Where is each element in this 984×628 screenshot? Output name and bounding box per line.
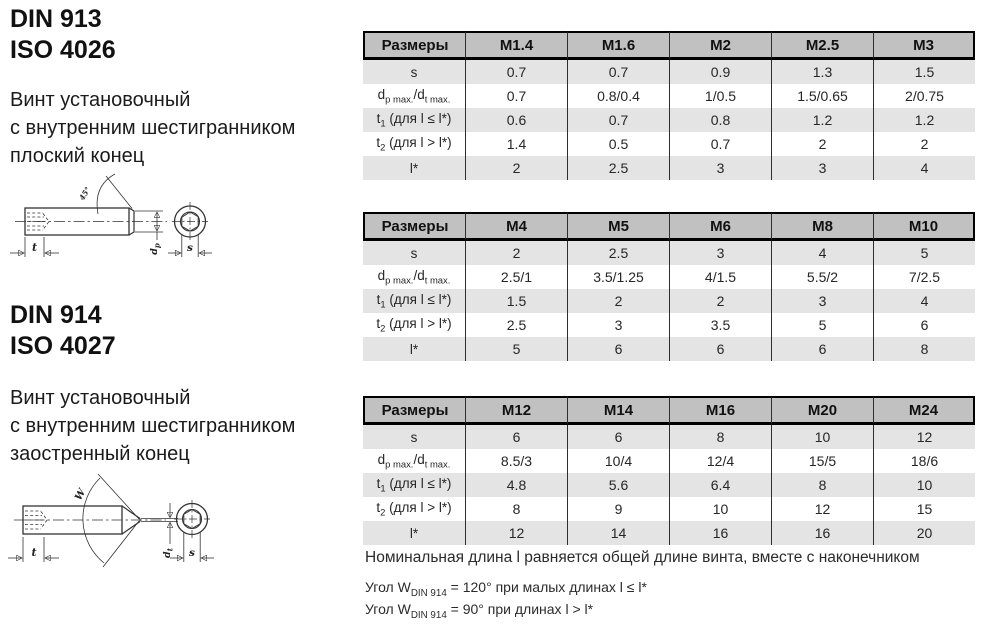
- value-cell: 8.5/3: [465, 449, 567, 473]
- sizes-label-header: Размеры: [363, 212, 465, 241]
- size-column-header: M14: [567, 396, 669, 425]
- din913-technical-drawing: [0, 163, 250, 270]
- value-cell: 5.5/2: [771, 265, 873, 289]
- value-cell: 12: [771, 497, 873, 521]
- value-cell: 1.2: [873, 108, 975, 132]
- table-row: [363, 497, 975, 521]
- value-cell: 18/6: [873, 449, 975, 473]
- table-row: [363, 241, 975, 265]
- size-column-header: M5: [567, 212, 669, 241]
- value-cell: 14: [567, 521, 669, 545]
- dimension-t: [8, 537, 59, 562]
- row-label-cell: $t_1$ (для l ≤ l*): [363, 108, 465, 132]
- standard-heading-din914: [10, 300, 116, 362]
- value-cell: 5: [873, 241, 975, 265]
- value-cell: 2.5: [567, 156, 669, 180]
- value-cell: 10: [669, 497, 771, 521]
- value-cell: 6: [771, 337, 873, 361]
- table-row: [363, 60, 975, 84]
- size-column-header: M1.4: [465, 31, 567, 60]
- row-label-cell: $t_2$ (для l > l*): [363, 497, 465, 521]
- size-column-header: M2: [669, 31, 771, 60]
- point-angle-callout: [73, 474, 139, 567]
- din914-technical-drawing: [0, 466, 250, 576]
- value-cell: 4: [771, 241, 873, 265]
- value-cell: 2: [567, 289, 669, 313]
- sizes-label-header: Размеры: [363, 31, 465, 60]
- dimension-label-s: s: [189, 547, 195, 559]
- size-column-header: M2.5: [771, 31, 873, 60]
- dimension-label-dt: $d_t$: [162, 548, 175, 558]
- table-row: [363, 265, 975, 289]
- value-cell: 0.5: [567, 132, 669, 156]
- value-cell: 3: [669, 241, 771, 265]
- chamfer-angle-label: 45°: [77, 185, 93, 203]
- value-cell: 0.6: [465, 108, 567, 132]
- value-cell: 4: [873, 156, 975, 180]
- size-table-m12-m24: [363, 396, 975, 545]
- value-cell: 10: [771, 425, 873, 449]
- point-angle-label: W: [73, 487, 89, 503]
- value-cell: 8: [771, 473, 873, 497]
- value-cell: 6: [567, 425, 669, 449]
- value-cell: 1.4: [465, 132, 567, 156]
- size-column-header: M8: [771, 212, 873, 241]
- table-row: [363, 425, 975, 449]
- value-cell: 0.8/0.4: [567, 84, 669, 108]
- value-cell: 5: [771, 313, 873, 337]
- iso-number: ISO 4027: [10, 332, 116, 360]
- value-cell: 2/0.75: [873, 84, 975, 108]
- value-cell: 3: [771, 289, 873, 313]
- size-column-header: M24: [873, 396, 975, 425]
- dimension-t: [10, 237, 59, 257]
- row-label-cell: $t_2$ (для l > l*): [363, 132, 465, 156]
- value-cell: 3: [567, 313, 669, 337]
- value-cell: 8: [465, 497, 567, 521]
- value-cell: 5: [465, 337, 567, 361]
- value-cell: 4.8: [465, 473, 567, 497]
- value-cell: 2: [465, 156, 567, 180]
- table-row: [363, 473, 975, 497]
- end-view: [172, 202, 208, 241]
- table-row: [363, 108, 975, 132]
- value-cell: 2.5/1: [465, 265, 567, 289]
- value-cell: 2.5: [465, 313, 567, 337]
- iso-number: ISO 4026: [10, 36, 116, 64]
- size-table-m1.4-m3: [363, 31, 975, 180]
- value-cell: 3: [669, 156, 771, 180]
- row-label-cell: s: [363, 425, 465, 449]
- description-din913: [10, 86, 295, 170]
- value-cell: 2: [771, 132, 873, 156]
- table-header-row: [363, 396, 975, 425]
- description-din914: [10, 384, 295, 468]
- description-line: с внутренним шестигранником: [10, 415, 296, 437]
- note-angle-90: Угол $W_{DIN 914} = 90^\circ$ при длинах l > l*: [365, 601, 594, 621]
- value-cell: 12: [873, 425, 975, 449]
- value-cell: 15: [873, 497, 975, 521]
- size-column-header: M4: [465, 212, 567, 241]
- value-cell: 20: [873, 521, 975, 545]
- row-label-cell: $d_{p max.}/d_{t max.}$: [363, 449, 465, 473]
- value-cell: 3: [771, 156, 873, 180]
- value-cell: 8: [669, 425, 771, 449]
- description-line: с внутренним шестигранником: [10, 117, 296, 139]
- value-cell: 6: [669, 337, 771, 361]
- value-cell: 9: [567, 497, 669, 521]
- note-angle-120: Угол $W_{DIN 914} = 120^\circ$ при малых длинах l ≤ l*: [365, 579, 647, 599]
- description-line: плоский конец: [10, 145, 145, 167]
- dimension-label-s: s: [187, 242, 193, 254]
- size-column-header: M20: [771, 396, 873, 425]
- size-table-m4-m10: [363, 212, 975, 361]
- table-row: [363, 337, 975, 361]
- value-cell: 6.4: [669, 473, 771, 497]
- value-cell: 7/2.5: [873, 265, 975, 289]
- row-label-cell: l*: [363, 521, 465, 545]
- value-cell: 4/1.5: [669, 265, 771, 289]
- table-header-row: [363, 212, 975, 241]
- value-cell: 16: [771, 521, 873, 545]
- value-cell: 4: [873, 289, 975, 313]
- value-cell: 0.7: [465, 84, 567, 108]
- value-cell: 16: [669, 521, 771, 545]
- value-cell: 1.5/0.65: [771, 84, 873, 108]
- value-cell: 8: [873, 337, 975, 361]
- value-cell: 2: [873, 132, 975, 156]
- row-label-cell: s: [363, 60, 465, 84]
- value-cell: 10/4: [567, 449, 669, 473]
- table-row: [363, 132, 975, 156]
- row-label-cell: l*: [363, 156, 465, 180]
- sizes-label-header: Размеры: [363, 396, 465, 425]
- value-cell: 2: [669, 289, 771, 313]
- value-cell: 0.7: [465, 60, 567, 84]
- value-cell: 6: [873, 313, 975, 337]
- note-nominal-length: Номинальная длина l равняется общей длине винта, вместе с наконечником: [365, 549, 920, 566]
- row-label-cell: $t_2$ (для l > l*): [363, 313, 465, 337]
- row-label-cell: l*: [363, 337, 465, 361]
- value-cell: 6: [465, 425, 567, 449]
- dimension-dp: [135, 211, 163, 255]
- table-row: [363, 313, 975, 337]
- dimension-label-dp: $d_p$: [149, 243, 162, 255]
- value-cell: 6: [567, 337, 669, 361]
- row-label-cell: $t_1$ (для l ≤ l*): [363, 289, 465, 313]
- din-number: DIN 913: [10, 5, 102, 33]
- dimension-label-t: t: [31, 241, 38, 254]
- value-cell: 0.7: [669, 132, 771, 156]
- table-row: [363, 449, 975, 473]
- value-cell: 0.7: [567, 60, 669, 84]
- value-cell: 2.5: [567, 241, 669, 265]
- description-line: заостренный конец: [10, 443, 190, 465]
- row-label-cell: $d_{p max.}/d_{t max.}$: [363, 265, 465, 289]
- description-line: Винт установочный: [10, 89, 191, 111]
- size-column-header: M10: [873, 212, 975, 241]
- row-label-cell: s: [363, 241, 465, 265]
- size-column-header: M6: [669, 212, 771, 241]
- value-cell: 3.5: [669, 313, 771, 337]
- table-header-row: [363, 31, 975, 60]
- value-cell: 3.5/1.25: [567, 265, 669, 289]
- description-line: Винт установочный: [10, 387, 191, 409]
- value-cell: 0.8: [669, 108, 771, 132]
- standard-heading-din913: [10, 4, 116, 66]
- table-row: [363, 289, 975, 313]
- value-cell: 1.3: [771, 60, 873, 84]
- value-cell: 0.7: [567, 108, 669, 132]
- row-label-cell: $d_{p max.}/d_{t max.}$: [363, 84, 465, 108]
- value-cell: 1/0.5: [669, 84, 771, 108]
- table-row: [363, 521, 975, 545]
- table-row: [363, 84, 975, 108]
- value-cell: 1.2: [771, 108, 873, 132]
- size-column-header: M16: [669, 396, 771, 425]
- value-cell: 5.6: [567, 473, 669, 497]
- size-column-header: M12: [465, 396, 567, 425]
- value-cell: 2: [465, 241, 567, 265]
- end-view: [174, 500, 210, 539]
- dimension-dt: [141, 503, 178, 558]
- value-cell: 1.5: [465, 289, 567, 313]
- row-label-cell: $t_1$ (для l ≤ l*): [363, 473, 465, 497]
- value-cell: 1.5: [873, 60, 975, 84]
- dimension-label-t: t: [31, 546, 37, 559]
- table-row: [363, 156, 975, 180]
- value-cell: 12: [465, 521, 567, 545]
- value-cell: 15/5: [771, 449, 873, 473]
- size-column-header: M3: [873, 31, 975, 60]
- value-cell: 10: [873, 473, 975, 497]
- value-cell: 0.9: [669, 60, 771, 84]
- size-column-header: M1.6: [567, 31, 669, 60]
- value-cell: 12/4: [669, 449, 771, 473]
- din-number: DIN 914: [10, 301, 102, 329]
